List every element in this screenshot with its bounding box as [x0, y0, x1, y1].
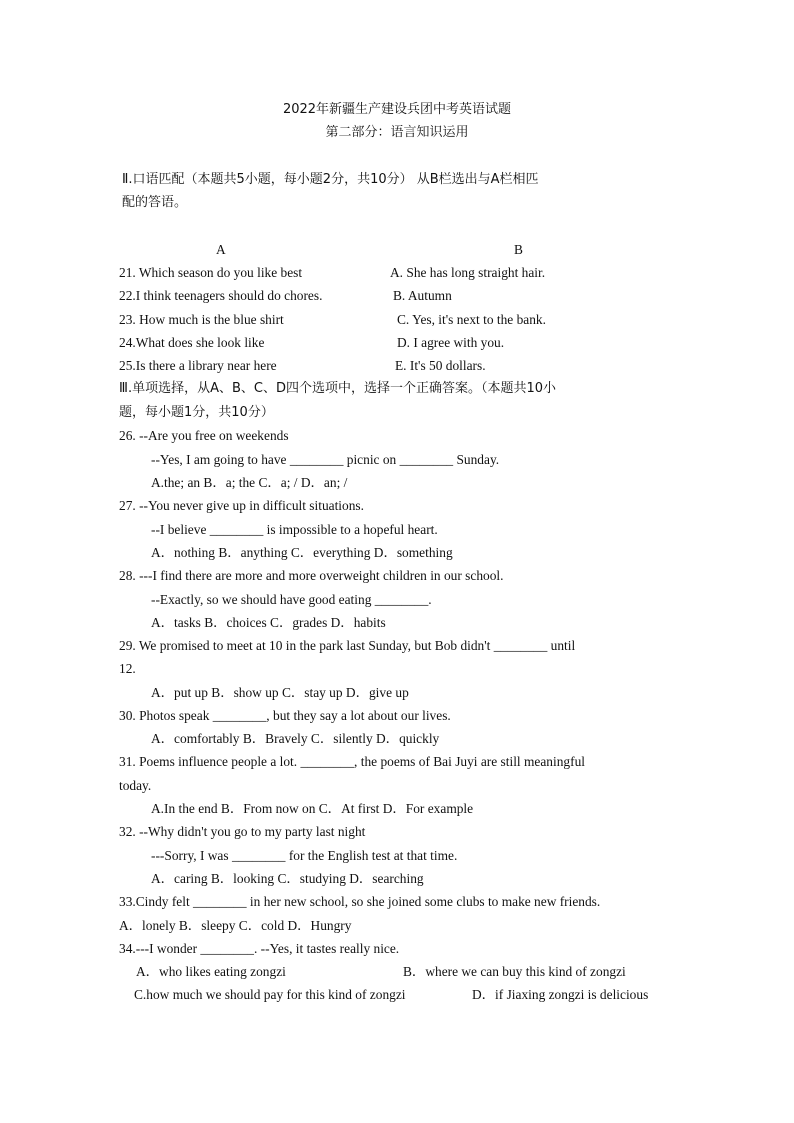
question-31-stem-cont: today.	[119, 778, 152, 793]
section-2-heading-line-2: 配的答语。	[122, 195, 188, 210]
question-32-options: A．caring B．looking C．studying D．searching	[151, 871, 424, 886]
question-28-options: A．tasks B．choices C．grades D．habits	[151, 615, 386, 630]
question-34-option-d: D．if Jiaxing zongzi is delicious	[472, 987, 649, 1002]
question-34-option-b: B．where we can buy this kind of zongzi	[403, 964, 626, 979]
question-33-options: A．lonely B．sleepy C．cold D．Hungry	[119, 918, 352, 933]
question-26-stem: 26. --Are you free on weekends	[119, 428, 289, 443]
question-34-option-a: A．who likes eating zongzi	[136, 964, 286, 979]
page-subtitle: 第二部分：语言知识运用	[325, 125, 469, 140]
question-32-stem: 32. --Why didn't you go to my party last night	[119, 824, 366, 839]
question-29-stem-cont: 12.	[119, 661, 136, 676]
page-title: 2022年新疆生产建设兵团中考英语试题	[282, 102, 512, 117]
question-29-stem: 29. We promised to meet at 10 in the park last Sunday, but Bob didn't ________ until	[119, 638, 576, 653]
question-29-options: A．put up B．show up C．stay up D．give up	[151, 685, 409, 700]
question-26-reply: --Yes, I am going to have ________ picnic on ________ Sunday.	[151, 452, 500, 467]
question-26-options: A.the; an B．a; the C．a; / D．an; /	[151, 475, 348, 490]
matching-question-23: 23. How much is the blue shirt	[119, 312, 284, 327]
question-34-option-c: C.how much we should pay for this kind of zongzi	[134, 987, 406, 1002]
question-28-reply: --Exactly, so we should have good eating ________.	[151, 592, 432, 607]
matching-answer-b: B. Autumn	[393, 288, 452, 303]
matching-answer-a: A. She has long straight hair.	[390, 265, 546, 280]
matching-question-21: 21. Which season do you like best	[119, 265, 303, 280]
section-3-heading-line-2: 题，每小题1分，共10分）	[119, 405, 274, 420]
question-33-stem: 33.Cindy felt ________ in her new school, so she joined some clubs to make new friends.	[119, 894, 601, 909]
matching-question-25: 25.Is there a library near here	[119, 358, 277, 373]
question-27-stem: 27. --You never give up in difficult situations.	[119, 498, 364, 513]
matching-question-22: 22.I think teenagers should do chores.	[119, 288, 323, 303]
question-31-options: A.In the end B．From now on C．At first D．For example	[151, 801, 474, 816]
question-31-stem: 31. Poems influence people a lot. ________, the poems of Bai Juyi are still meaningful	[119, 754, 585, 769]
section-2-heading-line-1: Ⅱ.口语匹配（本题共5小题，每小题2分，共10分） 从B栏选出与A栏相匹	[122, 172, 539, 187]
question-30-stem: 30. Photos speak ________, but they say a lot about our lives.	[119, 708, 451, 723]
question-32-reply: ---Sorry, I was ________ for the English test at that time.	[151, 848, 458, 863]
section-3-heading-line-1: Ⅲ.单项选择，从A、B、C、D四个选项中，选择一个正确答案。（本题共10小	[119, 381, 557, 396]
matching-answer-d: D. I agree with you.	[397, 335, 505, 350]
question-30-options: A．comfortably B．Bravely C．silently D．quickly	[151, 731, 440, 746]
column-a-header: A	[216, 242, 226, 257]
question-34-stem: 34.---I wonder ________. --Yes, it tastes really nice.	[119, 941, 400, 956]
matching-answer-c: C. Yes, it's next to the bank.	[397, 312, 546, 327]
question-27-reply: --I believe ________ is impossible to a hopeful heart.	[151, 522, 438, 537]
question-28-stem: 28. ---I find there are more and more overweight children in our school.	[119, 568, 504, 583]
matching-question-24: 24.What does she look like	[119, 335, 265, 350]
question-27-options: A．nothing B．anything C．everything D．something	[151, 545, 453, 560]
column-b-header: B	[514, 242, 523, 257]
matching-answer-e: E. It's 50 dollars.	[395, 358, 486, 373]
